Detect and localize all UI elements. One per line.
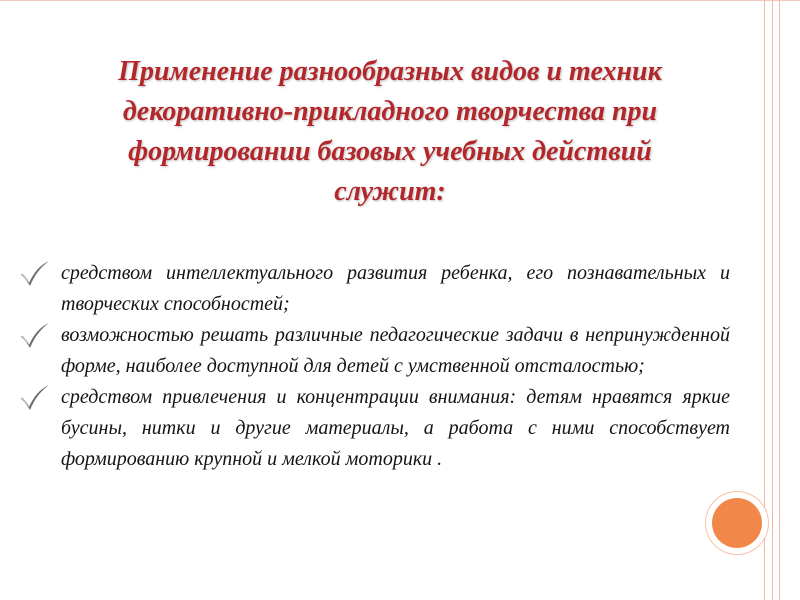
checkmark-icon — [18, 383, 50, 411]
slide-title: Применение разнообразных видов и техник декоративно-прикладного творчества при формировании базовых учебных действий служит: — [118, 56, 662, 207]
bullet-text: средством интеллектуального развития ребенка, его познавательных и творческих способностей; — [61, 262, 730, 315]
checkmark-icon — [18, 259, 50, 287]
frame-line — [779, 0, 780, 600]
decorative-circle — [712, 498, 762, 548]
bullet-item — [0, 320, 730, 382]
frame-line — [764, 0, 765, 600]
frame-line — [772, 0, 773, 600]
bullet-text: возможностью решать различные педагогические задачи в непринужденной форме, наиболее доступной для детей с умственной отсталостью; — [61, 324, 730, 377]
bullet-text: средством привлечения и концентрации внимания: детям нравятся яркие бусины, нитки и другие материалы, а работа с ними способствует формированию крупной и мелкой моторики . — [61, 386, 730, 470]
bullet-item — [0, 382, 730, 475]
bullet-list — [0, 258, 730, 475]
checkmark-icon — [18, 321, 50, 349]
bullet-item — [0, 258, 730, 320]
frame-top-line — [0, 0, 800, 1]
